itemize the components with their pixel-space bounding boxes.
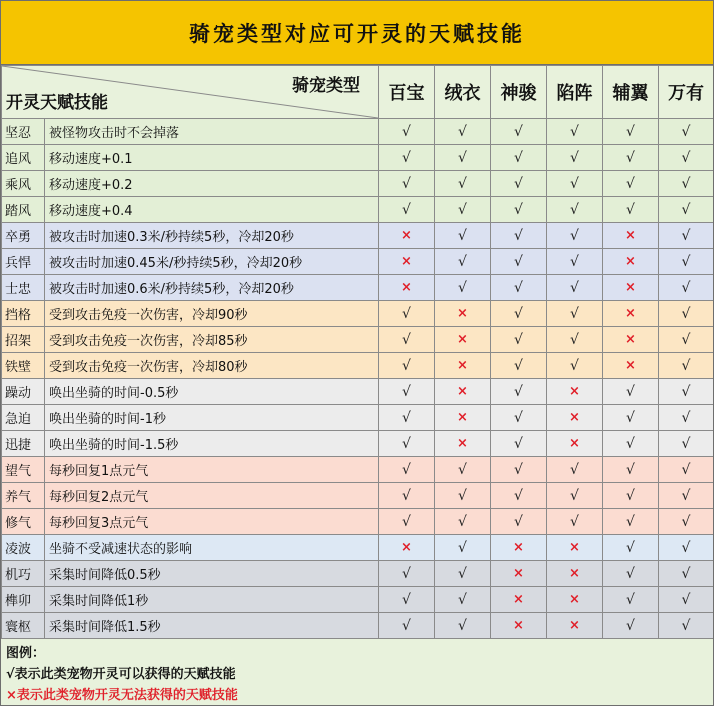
talent-description: 采集时间降低0.5秒 [45,561,379,587]
check-mark-icon: √ [659,119,714,145]
check-mark-icon: √ [435,119,491,145]
check-mark-icon: √ [603,145,659,171]
cross-mark-icon: × [547,613,603,639]
check-mark-icon: √ [659,145,714,171]
check-mark-icon: √ [603,587,659,613]
talent-description: 移动速度+0.4 [45,197,379,223]
cross-mark-icon: × [603,275,659,301]
check-mark-icon: √ [379,379,435,405]
check-mark-icon: √ [491,483,547,509]
talent-name: 修气 [2,509,45,535]
cross-mark-icon: × [547,379,603,405]
cross-mark-icon: × [547,535,603,561]
check-mark-icon: √ [435,275,491,301]
check-mark-icon: √ [547,509,603,535]
check-mark-icon: √ [659,223,714,249]
check-mark-icon: √ [659,483,714,509]
check-mark-icon: √ [659,457,714,483]
check-mark-icon: √ [659,379,714,405]
check-mark-icon: √ [659,249,714,275]
check-mark-icon: √ [379,405,435,431]
cross-mark-icon: × [435,379,491,405]
check-mark-icon: √ [659,509,714,535]
talent-name: 追风 [2,145,45,171]
talent-description: 采集时间降低1秒 [45,587,379,613]
check-mark-icon: √ [435,197,491,223]
check-mark-icon: √ [379,301,435,327]
check-mark-icon: √ [379,119,435,145]
legend-no-line: ×表示此类宠物开灵无法获得的天赋技能 [6,688,238,703]
check-mark-icon: √ [435,145,491,171]
pet-header-baibao: 百宝 [379,66,435,119]
table-row [2,223,714,249]
check-mark-icon: √ [379,431,435,457]
check-mark-icon: √ [379,171,435,197]
table-row [2,171,714,197]
check-mark-icon: √ [379,509,435,535]
table-row [2,197,714,223]
table-row [2,457,714,483]
check-mark-icon: √ [379,197,435,223]
pet-header-shenjun: 神骏 [491,66,547,119]
check-mark-icon: √ [659,301,714,327]
talent-description: 被怪物攻击时不会掉落 [45,119,379,145]
talent-name: 卒勇 [2,223,45,249]
check-mark-icon: √ [435,509,491,535]
cross-mark-icon: × [491,535,547,561]
cross-mark-icon: × [435,353,491,379]
table-row [2,561,714,587]
check-mark-icon: √ [491,275,547,301]
talent-description: 唤出坐骑的时间-1.5秒 [45,431,379,457]
header-corner-cell [2,66,379,119]
check-mark-icon: √ [491,327,547,353]
check-mark-icon: √ [659,535,714,561]
table-row [2,353,714,379]
talent-description: 采集时间降低1.5秒 [45,613,379,639]
talent-name: 士忠 [2,275,45,301]
check-mark-icon: √ [547,171,603,197]
talent-name: 急迫 [2,405,45,431]
cross-mark-icon: × [603,223,659,249]
check-mark-icon: √ [379,327,435,353]
pet-header-fuyi: 辅翼 [603,66,659,119]
check-mark-icon: √ [435,613,491,639]
check-mark-icon: √ [603,457,659,483]
cross-mark-icon: × [435,301,491,327]
cross-mark-icon: × [603,353,659,379]
check-mark-icon: √ [435,483,491,509]
check-mark-icon: √ [547,301,603,327]
cross-mark-icon: × [491,561,547,587]
cross-mark-icon: × [547,587,603,613]
talent-description: 移动速度+0.1 [45,145,379,171]
talent-name: 铁壁 [2,353,45,379]
table-row [2,613,714,639]
table-row [2,379,714,405]
check-mark-icon: √ [491,457,547,483]
cross-mark-icon: × [547,431,603,457]
check-mark-icon: √ [603,379,659,405]
talent-name: 望气 [2,457,45,483]
check-mark-icon: √ [435,457,491,483]
legend-yes-line: √表示此类宠物开灵可以获得的天赋技能 [6,667,236,682]
talent-description: 受到攻击免疫一次伤害，冷却85秒 [45,327,379,353]
talent-table [1,65,714,639]
check-mark-icon: √ [603,405,659,431]
check-mark-icon: √ [491,301,547,327]
cross-mark-icon: × [547,561,603,587]
check-mark-icon: √ [547,275,603,301]
check-mark-icon: √ [659,327,714,353]
check-mark-icon: √ [435,223,491,249]
table-row [2,327,714,353]
talent-description: 每秒回复3点元气 [45,509,379,535]
cross-mark-icon: × [603,301,659,327]
talent-description: 坐骑不受减速状态的影响 [45,535,379,561]
check-mark-icon: √ [547,457,603,483]
check-mark-icon: √ [659,587,714,613]
cross-mark-icon: × [491,613,547,639]
cross-mark-icon: × [547,405,603,431]
table-row [2,301,714,327]
cross-mark-icon: × [491,587,547,613]
talent-name: 凌波 [2,535,45,561]
talent-name: 招架 [2,327,45,353]
talent-description: 每秒回复1点元气 [45,457,379,483]
table-row [2,483,714,509]
talent-name: 躁动 [2,379,45,405]
check-mark-icon: √ [659,405,714,431]
cross-mark-icon: × [379,249,435,275]
talent-name: 机巧 [2,561,45,587]
check-mark-icon: √ [491,223,547,249]
table-row [2,535,714,561]
pet-type-header: 骑宠类型 [292,76,360,96]
table-row [2,119,714,145]
cross-mark-icon: × [435,405,491,431]
check-mark-icon: √ [491,119,547,145]
table-row [2,249,714,275]
talent-name: 兵悍 [2,249,45,275]
table-row [2,275,714,301]
talent-name: 养气 [2,483,45,509]
check-mark-icon: √ [603,613,659,639]
check-mark-icon: √ [547,353,603,379]
check-mark-icon: √ [491,171,547,197]
cross-mark-icon: × [435,431,491,457]
check-mark-icon: √ [379,483,435,509]
check-mark-icon: √ [603,119,659,145]
check-mark-icon: √ [547,223,603,249]
talent-name: 乘风 [2,171,45,197]
talent-name: 榫卯 [2,587,45,613]
talent-name: 挡格 [2,301,45,327]
cross-mark-icon: × [379,223,435,249]
check-mark-icon: √ [435,171,491,197]
check-mark-icon: √ [547,249,603,275]
check-mark-icon: √ [659,275,714,301]
check-mark-icon: √ [547,119,603,145]
table-row [2,145,714,171]
check-mark-icon: √ [659,613,714,639]
check-mark-icon: √ [379,145,435,171]
talent-name: 寰枢 [2,613,45,639]
check-mark-icon: √ [435,587,491,613]
check-mark-icon: √ [379,587,435,613]
check-mark-icon: √ [491,353,547,379]
cross-mark-icon: × [379,275,435,301]
check-mark-icon: √ [659,561,714,587]
check-mark-icon: √ [491,197,547,223]
check-mark-icon: √ [603,535,659,561]
check-mark-icon: √ [491,431,547,457]
talent-description: 受到攻击免疫一次伤害，冷却80秒 [45,353,379,379]
check-mark-icon: √ [547,483,603,509]
talent-description: 被攻击时加速0.45米/秒持续5秒，冷却20秒 [45,249,379,275]
check-mark-icon: √ [603,431,659,457]
talent-description: 被攻击时加速0.6米/秒持续5秒，冷却20秒 [45,275,379,301]
legend-title: 图例： [6,646,46,661]
pet-header-xianzhen: 陷阵 [547,66,603,119]
check-mark-icon: √ [603,509,659,535]
check-mark-icon: √ [379,457,435,483]
check-mark-icon: √ [379,353,435,379]
check-mark-icon: √ [379,561,435,587]
table-row [2,431,714,457]
check-mark-icon: √ [435,561,491,587]
table-row [2,587,714,613]
talent-description: 唤出坐骑的时间-0.5秒 [45,379,379,405]
check-mark-icon: √ [659,353,714,379]
check-mark-icon: √ [547,327,603,353]
pet-header-wanyou: 万有 [659,66,714,119]
talent-description: 被攻击时加速0.3米/秒持续5秒，冷却20秒 [45,223,379,249]
pet-header-rongyi: 绒衣 [435,66,491,119]
sheet-title: 骑宠类型对应可开灵的天赋技能 [1,1,713,65]
check-mark-icon: √ [435,535,491,561]
table-row [2,509,714,535]
cross-mark-icon: × [603,249,659,275]
talent-name: 迅捷 [2,431,45,457]
check-mark-icon: √ [659,197,714,223]
cross-mark-icon: × [435,327,491,353]
check-mark-icon: √ [491,379,547,405]
talent-name: 坚忍 [2,119,45,145]
talent-name: 踏风 [2,197,45,223]
talent-description: 唤出坐骑的时间-1秒 [45,405,379,431]
check-mark-icon: √ [491,509,547,535]
check-mark-icon: √ [435,249,491,275]
check-mark-icon: √ [547,197,603,223]
table-row [2,405,714,431]
talent-skill-header: 开灵天赋技能 [6,93,108,113]
check-mark-icon: √ [659,171,714,197]
check-mark-icon: √ [491,249,547,275]
cross-mark-icon: × [603,327,659,353]
check-mark-icon: √ [603,171,659,197]
cross-mark-icon: × [379,535,435,561]
check-mark-icon: √ [547,145,603,171]
legend [1,639,713,706]
check-mark-icon: √ [379,613,435,639]
check-mark-icon: √ [491,405,547,431]
check-mark-icon: √ [659,431,714,457]
talent-description: 受到攻击免疫一次伤害，冷却90秒 [45,301,379,327]
check-mark-icon: √ [603,483,659,509]
talent-description: 每秒回复2点元气 [45,483,379,509]
check-mark-icon: √ [603,561,659,587]
check-mark-icon: √ [603,197,659,223]
talent-description: 移动速度+0.2 [45,171,379,197]
check-mark-icon: √ [491,145,547,171]
header-row [2,66,714,119]
